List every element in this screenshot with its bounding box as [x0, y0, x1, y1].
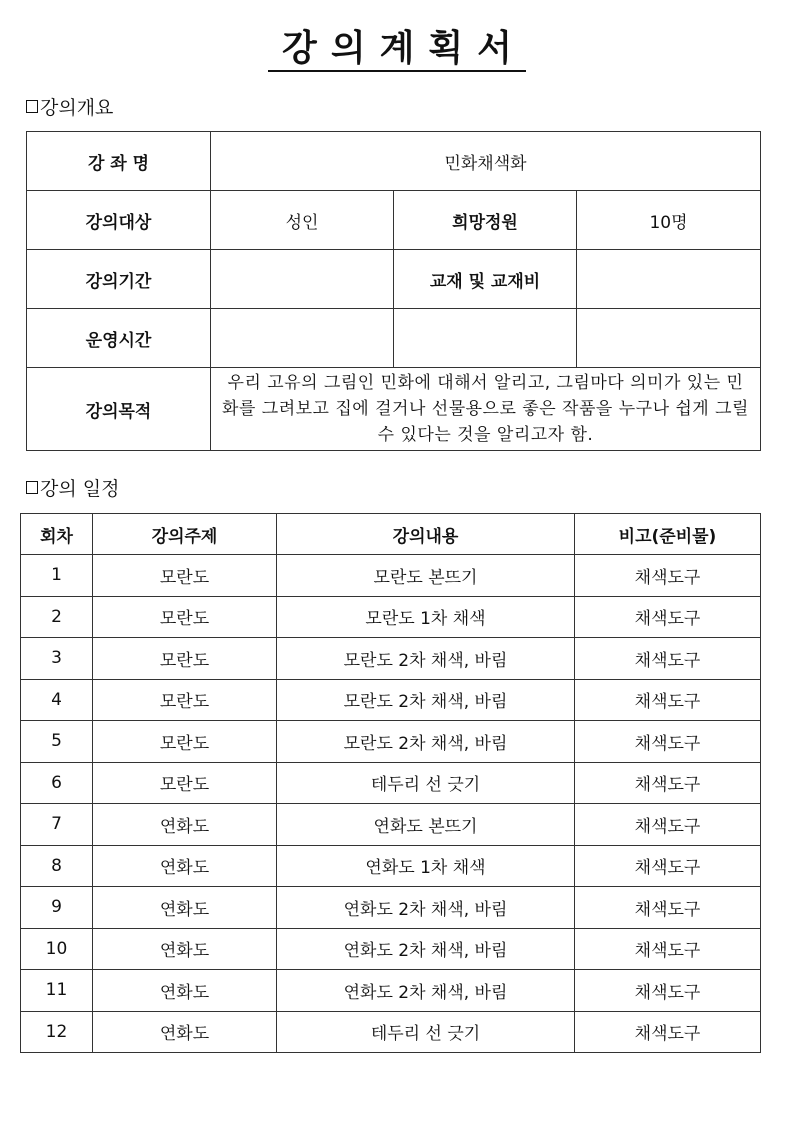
session-number: 8 — [21, 845, 93, 887]
session-number: 3 — [21, 638, 93, 680]
session-content: 테두리 선 긋기 — [277, 1011, 575, 1053]
session-number: 4 — [21, 679, 93, 721]
header-session: 회차 — [21, 514, 93, 555]
session-content: 모란도 2차 채색, 바림 — [277, 638, 575, 680]
session-notes: 채색도구 — [575, 928, 761, 970]
overview-heading — [26, 93, 113, 120]
session-topic: 모란도 — [93, 555, 277, 597]
period-label: 강의기간 — [27, 250, 211, 309]
capacity-value: 10명 — [577, 191, 761, 250]
table-row — [21, 596, 761, 638]
table-row — [21, 721, 761, 763]
table-row — [27, 250, 761, 309]
session-topic: 모란도 — [93, 721, 277, 763]
session-topic: 연화도 — [93, 845, 277, 887]
session-topic: 모란도 — [93, 638, 277, 680]
table-row — [21, 970, 761, 1012]
session-content: 모란도 2차 채색, 바림 — [277, 721, 575, 763]
session-number: 10 — [21, 928, 93, 970]
session-notes: 채색도구 — [575, 555, 761, 597]
session-content: 연화도 2차 채색, 바림 — [277, 928, 575, 970]
session-topic: 연화도 — [93, 804, 277, 846]
table-row — [27, 191, 761, 250]
session-notes: 채색도구 — [575, 845, 761, 887]
session-notes: 채색도구 — [575, 596, 761, 638]
table-row — [27, 132, 761, 191]
session-number: 9 — [21, 887, 93, 929]
session-number: 11 — [21, 970, 93, 1012]
purpose-value: 우리 고유의 그림인 민화에 대해서 알리고, 그림마다 의미가 있는 민화를 그려보고 집에 걸거나 선물용으로 좋은 작품을 누구나 쉽게 그릴 수 있다는 것을 알리고자 함. — [211, 368, 761, 451]
target-value: 성인 — [211, 191, 394, 250]
table-row — [21, 638, 761, 680]
checkbox-icon — [26, 100, 38, 113]
table-row — [21, 1011, 761, 1053]
table-row — [27, 309, 761, 368]
table-row — [21, 555, 761, 597]
overview-table — [26, 131, 761, 451]
session-topic: 모란도 — [93, 596, 277, 638]
period-value — [211, 250, 394, 309]
hours-label: 운영시간 — [27, 309, 211, 368]
session-notes: 채색도구 — [575, 679, 761, 721]
session-content: 연화도 2차 채색, 바림 — [277, 887, 575, 929]
course-name-label: 강 좌 명 — [27, 132, 211, 191]
session-topic: 모란도 — [93, 679, 277, 721]
table-row — [21, 887, 761, 929]
session-content: 연화도 2차 채색, 바림 — [277, 970, 575, 1012]
session-number: 2 — [21, 596, 93, 638]
session-topic: 연화도 — [93, 1011, 277, 1053]
checkbox-icon — [26, 481, 38, 494]
session-number: 1 — [21, 555, 93, 597]
session-notes: 채색도구 — [575, 887, 761, 929]
table-header-row — [21, 514, 761, 555]
session-topic: 연화도 — [93, 928, 277, 970]
session-content: 모란도 본뜨기 — [277, 555, 575, 597]
purpose-label: 강의목적 — [27, 368, 211, 451]
header-topic: 강의주제 — [93, 514, 277, 555]
session-notes: 채색도구 — [575, 1011, 761, 1053]
session-notes: 채색도구 — [575, 970, 761, 1012]
table-row — [21, 845, 761, 887]
session-number: 12 — [21, 1011, 93, 1053]
session-content: 모란도 2차 채색, 바림 — [277, 679, 575, 721]
session-notes: 채색도구 — [575, 804, 761, 846]
header-notes: 비고(준비물) — [575, 514, 761, 555]
session-topic: 모란도 — [93, 762, 277, 804]
session-notes: 채색도구 — [575, 721, 761, 763]
session-number: 7 — [21, 804, 93, 846]
document-title-text: 강의계획서 — [268, 28, 526, 72]
session-content: 테두리 선 긋기 — [277, 762, 575, 804]
target-label: 강의대상 — [27, 191, 211, 250]
schedule-heading — [26, 474, 119, 501]
document-title — [0, 28, 794, 72]
schedule-heading-text: 강의 일정 — [40, 478, 120, 500]
schedule-table — [20, 513, 761, 1053]
overview-heading-text: 강의개요 — [40, 97, 114, 119]
session-content: 연화도 본뜨기 — [277, 804, 575, 846]
course-name-value: 민화채색화 — [211, 132, 761, 191]
session-number: 6 — [21, 762, 93, 804]
session-notes: 채색도구 — [575, 638, 761, 680]
session-content: 모란도 1차 채색 — [277, 596, 575, 638]
table-row — [21, 762, 761, 804]
session-number: 5 — [21, 721, 93, 763]
session-topic: 연화도 — [93, 887, 277, 929]
capacity-label: 희망정원 — [394, 191, 577, 250]
session-content: 연화도 1차 채색 — [277, 845, 575, 887]
table-row — [21, 679, 761, 721]
table-row — [27, 368, 761, 451]
table-row — [21, 804, 761, 846]
table-row — [21, 928, 761, 970]
hours-value — [211, 309, 394, 368]
session-topic: 연화도 — [93, 970, 277, 1012]
textbook-value — [577, 250, 761, 309]
empty-cell — [394, 309, 577, 368]
textbook-label: 교재 및 교재비 — [394, 250, 577, 309]
session-notes: 채색도구 — [575, 762, 761, 804]
empty-cell — [577, 309, 761, 368]
header-content: 강의내용 — [277, 514, 575, 555]
